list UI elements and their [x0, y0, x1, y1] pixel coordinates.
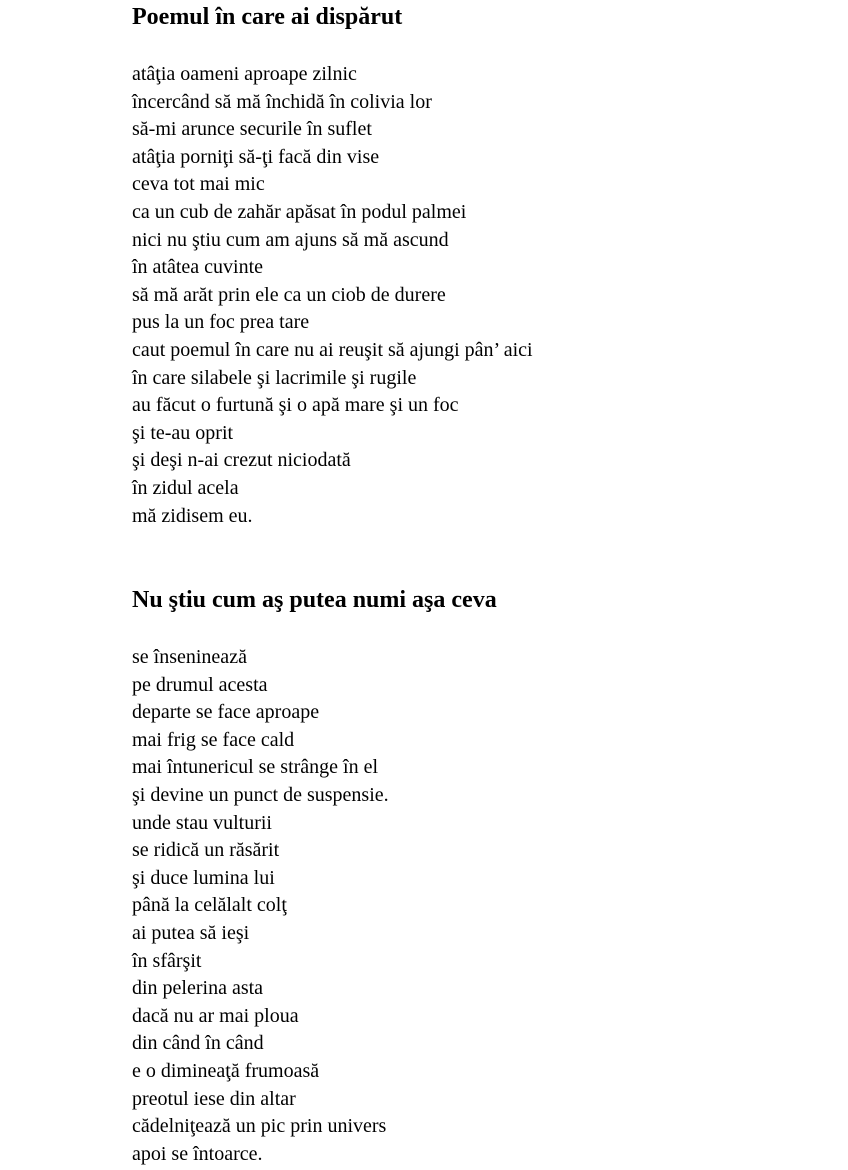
poem-line: în atâtea cuvinte: [132, 256, 264, 279]
poem-line: ca un cub de zahăr apăsat în podul palmei: [132, 200, 467, 223]
poem-line: să-mi arunce securile în suflet: [132, 118, 372, 141]
poem-line: din pelerina asta: [132, 977, 264, 1000]
poem-line: în care silabele şi lacrimile şi rugile: [132, 366, 417, 389]
poem-line: şi duce lumina lui: [132, 866, 275, 889]
poem-line: pus la un foc prea tare: [132, 311, 310, 334]
poem-line: şi devine un punct de suspensie.: [132, 783, 389, 806]
poem-line: departe se face aproape: [132, 701, 320, 724]
poem-line: până la celălalt colţ: [132, 894, 287, 917]
poem-line: să mă arăt prin ele ca un ciob de durere: [132, 283, 446, 306]
poem-line: preotul iese din altar: [132, 1087, 296, 1110]
poem-line: mai frig se face cald: [132, 728, 295, 751]
poem-body: [132, 644, 389, 1168]
poem-line: e o dimineaţă frumoasă: [132, 1059, 320, 1082]
poem-line: cădelniţează un pic prin univers: [132, 1115, 387, 1138]
poem-line: din când în când: [132, 1032, 264, 1055]
poem-title: Poemul în care ai dispărut: [132, 4, 403, 30]
poem-line: mai întunericul se strânge în el: [132, 756, 379, 779]
poem-line: dacă nu ar mai ploua: [132, 1004, 299, 1027]
poem-line: în zidul acela: [132, 476, 239, 499]
poem-line: apoi se întoarce.: [132, 1142, 263, 1165]
poem-title: Nu ştiu cum aş putea numi aşa ceva: [132, 587, 497, 613]
poem-line: ceva tot mai mic: [132, 173, 265, 196]
poem-line: mă zidisem eu.: [132, 504, 253, 527]
poem-line: se înseninează: [132, 646, 247, 668]
poem-line: şi deşi n-ai crezut niciodată: [132, 449, 351, 472]
poem-line: atâţia porniţi să-ţi facă din vise: [132, 145, 380, 168]
poem-line: încercând să mă închidă în colivia lor: [132, 90, 432, 113]
poem-body: [132, 61, 533, 530]
poem-line: atâţia oameni aproape zilnic: [132, 63, 357, 85]
poem-line: pe drumul acesta: [132, 673, 268, 696]
poem-line: au făcut o furtună şi o apă mare şi un foc: [132, 394, 459, 417]
poem-line: ai putea să ieşi: [132, 921, 250, 944]
poem-line: caut poemul în care nu ai reuşit să ajungi pân’ aici: [132, 338, 533, 361]
poem-line: nici nu ştiu cum am ajuns să mă ascund: [132, 228, 449, 251]
poem-line: în sfârşit: [132, 949, 202, 972]
poem-line: unde stau vulturii: [132, 811, 272, 834]
poem-line: şi te-au oprit: [132, 421, 234, 444]
poem-line: se ridică un răsărit: [132, 839, 280, 862]
